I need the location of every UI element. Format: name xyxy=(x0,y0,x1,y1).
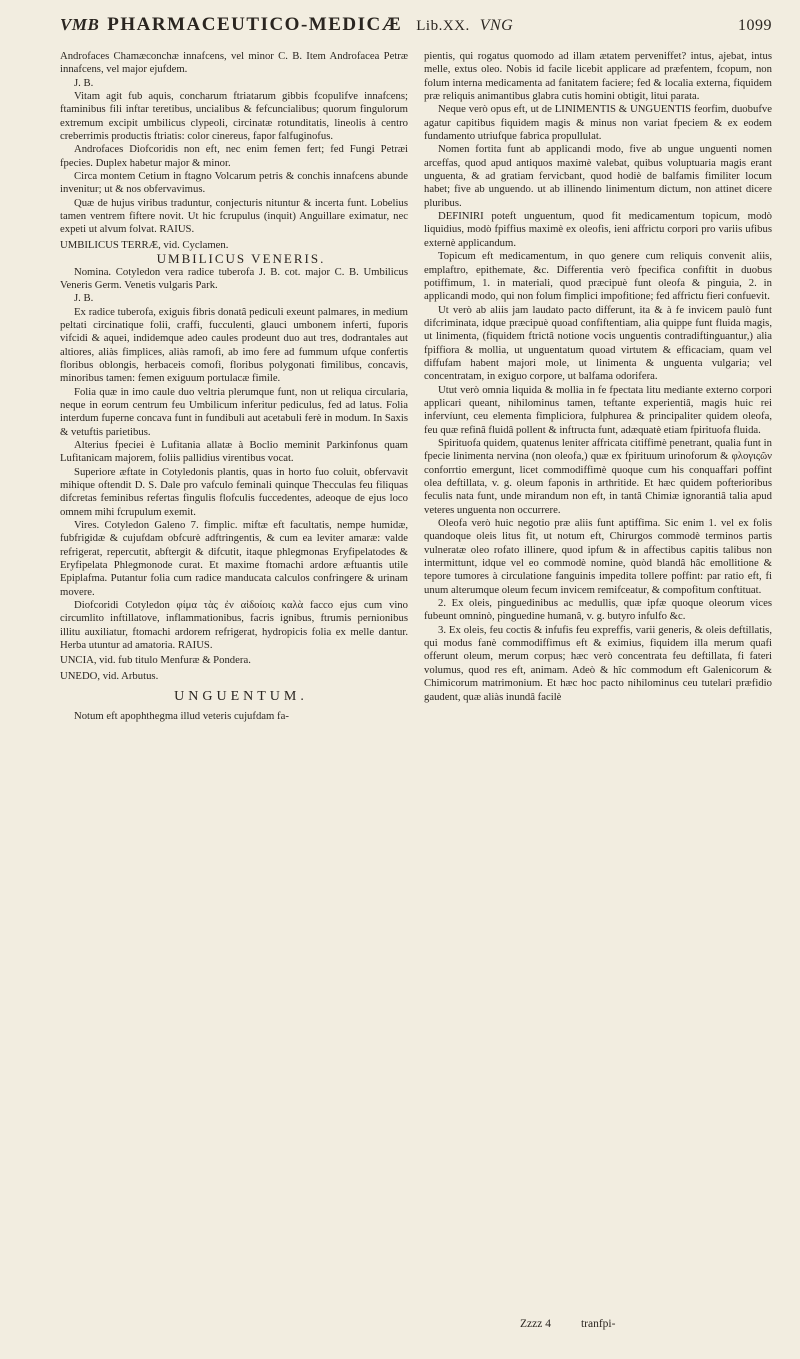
paragraph: Nomen fortita funt ab applicandi modo, five ab ungue unguenti nomen arceffas, quod apud antiquos maximè valebat, quibus voluptuaria magis erant unguenta, & ad gratiam fervicbant, quod hodiè de balfamis fimiliter locum habet; five ab unguendo. ut ab illinendo linimentum dictum, non attinet dicere pluribus. xyxy=(424,143,772,209)
text-columns xyxy=(60,50,772,723)
paragraph: Folia quæ in imo caule duo veltria plerumque funt, non ut reliqua circularia, neque in eorum centrum feu Umbilicum inferitur pediculus, fed ad latus. Folia interdum fuperne concava funt in fundibuli aut acetabuli ferè in modum. In Saxis & vetuftis parietibus. xyxy=(60,385,408,438)
paragraph: Quæ de hujus viribus traduntur, conjecturis nituntur & incerta funt. Lobelius tamen ventrem fiftere novit. Ut hic fcrupulus (inquit) Anguillare eximatur, nec expeti ut alvum folvat. RAIUS. xyxy=(60,196,408,236)
paragraph: Neque verò opus eft, ut de LINIMENTIS & UNGUENTIS feorfim, duobufve agatur capitibus fiquidem magis & minus non variat fpeciem & ex eodem fundamento utriufque fabrica propullulat. xyxy=(424,103,772,143)
paragraph: Nomina. Cotyledon vera radice tuberofa J. B. cot. major C. B. Umbilicus Veneris Germ. Venetis vulgaris Park. xyxy=(60,265,408,291)
paragraph: J. B. xyxy=(74,292,94,305)
header-title: PHARMACEUTICO-MEDICÆ xyxy=(107,14,403,35)
paragraph: UNEDO, vid. Arbutus. xyxy=(60,669,159,682)
page-footer xyxy=(520,1318,615,1330)
paragraph: Circa montem Cetium in ftagno Volcarum petris & conchis innafcens abunde invenitur; ut & nos obfervavimus. xyxy=(60,170,408,196)
paragraph: 3. Ex oleis, feu coctis & infufis feu expreffis, varii generis, & oleis deftillatis, qui modus fanè commodiffimus eft & eximius, fiquidem illa merum quafi offerunt oleum, merum corpus; hæc verò concentrata feu deftillata, fi fateri volumus, quod res eft, animam. Adeò & hîc commodum eft Galenicorum & Chimicorum matrimonium. Et hæc hoc pacto nihilominus ceu tutelari præfidio gaudent, quæ aliàs inundâ facilè xyxy=(424,623,772,703)
paragraph: Vitam agit fub aquis, concharum ftriatarum gibbis fcopulifve innafcens; ftaminibus fili inftar teretibus, uncialibus & fefcuncialibus; quorum fingulorum extremum excipit umbilicus clypeoli, circinatæ rotunditatis, lineolis à centro creberrimis productis ftriatis: color cinereus, fapor falfuginofus. xyxy=(60,90,408,143)
paragraph: Topicum eft medicamentum, in quo genere cum reliquis convenit aliis, emplaftro, epithemate, &c. Differentia verò fpecifica confiftit in duobus potiffimum, 1. in materiali, quod præcipuè funt oleofa & pinguia, 2. in applicandi modo, qui non folum fimplici impofitione; fed affrictu fieri confuevit. xyxy=(424,250,772,303)
paragraph: Utut verò omnia liquida & mollia in fe fpectata litu mediante externo corpori applicari queant, nihilominus tamen, teftante experientiâ, magis huic rei infervíunt, ceu elementa fimpliciora, fulphurea & principaliter quidem oleofa, feu quæ refinâ fluidâ pollent & inftructa funt, adæquatè etiam fpirituofa fluida. xyxy=(424,383,772,436)
catchword: tranfpi- xyxy=(580,1318,616,1330)
paragraph: Notum eft apophthegma illud veteris cujufdam fa- xyxy=(74,709,289,722)
paragraph: Diofcoridi Cotyledon φίμα τὰς ἐν αἰδοίοις καλὰ facco ejus cum vino circumlito inftillatove, inflammationibus, facris ignibus, ftrumis pernionibus illitu auxiliatur, ftomachi ardorem refrigerat, hydropicis folia ex melle dantur. Herba utuntur ad amatoria. RAIUS. xyxy=(60,599,408,652)
right-column xyxy=(424,50,772,723)
paragraph: J. B. xyxy=(74,76,94,89)
paragraph: DEFINIRI poteft unguentum, quod fit medicamentum topicum, modò liquidius, modò fpiffius maximè ex oleofis, ieni affrictu corpori pro variis ufibus externè applicandum. xyxy=(424,210,772,249)
paragraph: UNCIA, vid. fub titulo Menfuræ & Pondera. xyxy=(60,654,251,667)
running-header xyxy=(60,14,772,50)
paragraph: Superiore æftate in Cotyledonis plantis, quas in horto fuo coluit, obfervavit mihique oftendit D. S. Dale pro vafculo feminali quinque Thecculas feu filiquas difcretas feminibus refertas fingulis flofculis fuccedentes, adeoque de ejus loco omnem mihi fcrupulum exemit. xyxy=(60,465,408,518)
paragraph: 2. Ex oleis, pinguedinibus ac medullis, quæ ipfæ quoque oleorum vices fubeunt omninò, pinguedine humanâ, v. g. butyro infulfo &c. xyxy=(424,597,772,623)
header-right-abbrev: VNG xyxy=(479,17,514,34)
paragraph: UMBILICUS TERRÆ, vid. Cyclamen. xyxy=(60,238,229,251)
paragraph: UMBILICUS VENERIS. xyxy=(156,251,326,267)
page-number: 1099 xyxy=(738,17,772,34)
paragraph: Ut verò ab aliis jam laudato pacto differunt, ita & à fe invicem paulò funt difcriminata, idque præcipuè quoad confiftentiam, alia quippe funt fluida magis, ut linimenta, (fiquidem ftrictâ notione vocis unguentis contradiftinguantur,) alia fpiffiora & mollia, ut unguentatum quoad virtutem & efficaciam, quam vel diffufam habent majori mole, ut linimenta & unguenta vulgaria; vel concentratam, in exiguo corpore, ut balfama odorifera. xyxy=(424,303,772,383)
paragraph: pientis, qui rogatus quomodo ad illam ætatem perveniffet? intus, ajebat, intus melle, extus oleo. Nobis id facile licebit applicare ad præfentem, fcopum, non folum interna medicamenta ad fanitatem faciere; fed & localia externa, fiquidem præ reliquis animantibus glabra cutis homini obtigit, litui parata. xyxy=(424,50,772,103)
paragraph: Ex radice tuberofa, exiguis fibris donatâ pediculi exeunt palmares, in medium peltati circinatique folii, craffi, fucculenti, glauci umbonem inferti, fuporis vifcidi & aquei, indidemque adeo caules prodeunt duo aut tres, dodrantales aut altiores, aliàs fimplices, aliàs ramofi, ab imo fere ad fummum ufque confertis floribus oblongis, herbaceis comofi, floribus polygonati fimilibus, concavis, minoribus tamen: femen exiguum portulacæ fimile. xyxy=(60,305,408,385)
paragraph: UNGUENTUM. xyxy=(174,689,308,705)
paragraph: Androfaces Diofcoridis non eft, nec enim femen fert; fed Fungi Petræi fpecies. Duplex habetur major & minor. xyxy=(60,143,408,169)
header-left-abbrev: VMB xyxy=(60,15,100,34)
paragraph: Androfaces Chamæconchæ innafcens, vel minor C. B. Item Androfacea Petræ innafcens, vel major ejufdem. xyxy=(60,50,408,76)
signature-mark: Zzzz 4 xyxy=(520,1318,551,1330)
paragraph: Alterius fpeciei è Lufitania allatæ à Boclio meminit Parkinfonus quam Lufitanicam majorem, foliis pallidius virentibus vocat. xyxy=(60,438,408,465)
paragraph: Spirituofa quidem, quatenus leniter affricata citiffimè penetrant, qualia funt in fpecie linimenta nervina (non oleofa,) quæ ex fpirituum urinoforum & φλογιςῶν conforrtio emergunt, licet commodiffimè quoque cum his conquaffari poffint olea deftillata, v. g. oleum faponis in arthritide. Et hæc quidem pofterioribus feculis nata funt, unde mirandum non eft, in tantâ Chimiæ ignorantiâ talia apud veteres unguenta non occurrere. xyxy=(424,436,772,516)
paragraph: Oleofa verò huic negotio præ aliis funt aptiffima. Sic enim 1. vel ex folis quandoque oleis litus fit, ut notum eft, Chirurgos commodè terminos partis vulneratæ oleo rofato illinere, quod ipfum & in affectibus capitis talibus non intermittunt, idque vel eo commodè nomine, quòd blandâ hâc emollitione & tepore tumores à circulatione fanguinis impedita tollere poffint: par ratio eft, fi unum alterumque oleum fecum invicem remifceatur, & compofitum conftituat. xyxy=(424,517,772,596)
left-column xyxy=(60,50,408,723)
header-book: Lib.XX. xyxy=(416,18,470,34)
paragraph: Vires. Cotyledon Galeno 7. fimplic. miftæ eft facultatis, nempe humidæ, fubfrigidæ & cujufdam obfcurè adftringentis, & cum ea leviter amaræ: valde refrigerat, repercutit, abftergit & difcutit, itaque phlegmonas Eryfipelatodes & Eryfipelata Phlegmonode curat. Et maxime ftomachi ardore æftuantis utile Epiplafma. Putantur folia cum radice manducata calculos confringere & urinam movere. xyxy=(60,519,408,598)
